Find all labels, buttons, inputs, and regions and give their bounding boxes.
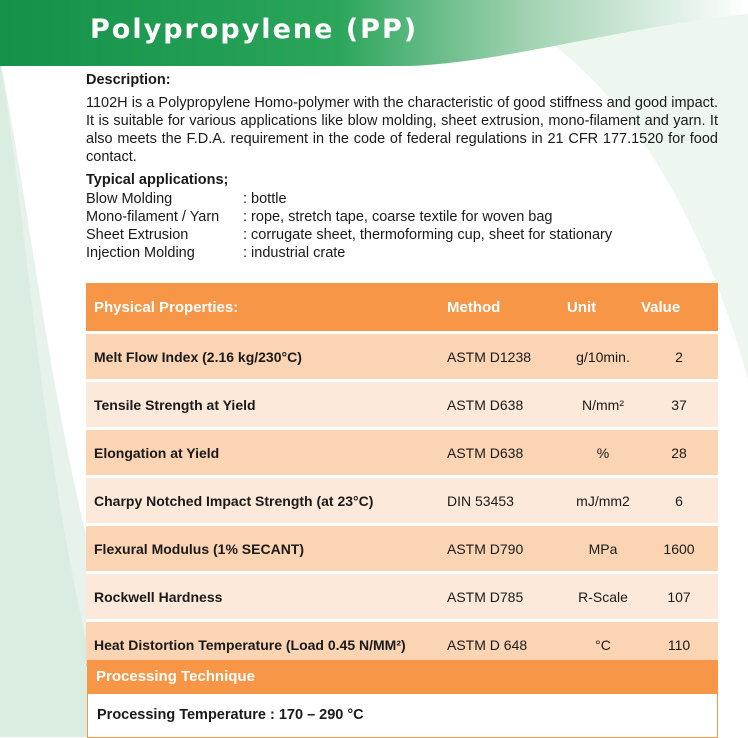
applications-list — [86, 190, 718, 262]
header-unit: Unit — [566, 283, 640, 333]
header-value: Value — [640, 283, 718, 333]
application-value: : industrial crate — [243, 245, 346, 261]
properties-table — [86, 283, 718, 670]
property-value: 37 — [640, 381, 718, 429]
property-name: Rockwell Hardness — [86, 573, 439, 621]
application-name: Mono-filament / Yarn — [86, 209, 220, 225]
property-value: 6 — [640, 477, 718, 525]
applications-heading: Typical applications; — [86, 172, 229, 188]
application-name: Sheet Extrusion — [86, 227, 189, 243]
property-unit: MPa — [566, 525, 640, 573]
description-heading: Description: — [86, 72, 171, 88]
property-value: 28 — [640, 429, 718, 477]
property-name: Flexural Modulus (1% SECANT) — [86, 525, 439, 573]
property-unit: N/mm² — [566, 381, 640, 429]
property-name: Heat Distortion Temperature (Load 0.45 N/MM²) — [86, 621, 439, 669]
property-method: ASTM D 648 — [439, 621, 566, 669]
list-item — [86, 190, 718, 208]
property-unit: mJ/mm2 — [566, 477, 640, 525]
property-unit: R-Scale — [566, 573, 640, 621]
processing-temperature: Processing Temperature : 170 – 290 °C — [87, 694, 718, 738]
property-name: Melt Flow Index (2.16 kg/230°C) — [86, 333, 439, 381]
page-title: Polypropylene (PP) — [90, 14, 419, 45]
property-value: 110 — [640, 621, 718, 669]
table-row — [86, 573, 718, 621]
application-name: Blow Molding — [86, 191, 173, 207]
property-method: ASTM D638 — [439, 429, 566, 477]
property-unit: °C — [566, 621, 640, 669]
processing-heading: Processing Technique — [87, 660, 718, 694]
header-method: Method — [439, 283, 566, 333]
application-value: : rope, stretch tape, coarse textile for woven bag — [243, 209, 553, 225]
table-row — [86, 525, 718, 573]
application-value: : bottle — [243, 191, 287, 207]
header-property: Physical Properties: — [86, 283, 439, 333]
description-section — [86, 72, 718, 262]
list-item — [86, 208, 718, 226]
table-row — [86, 381, 718, 429]
processing-section — [87, 660, 718, 738]
property-unit: g/10min. — [566, 333, 640, 381]
table-row — [86, 477, 718, 525]
property-method: ASTM D1238 — [439, 333, 566, 381]
property-name: Elongation at Yield — [86, 429, 439, 477]
property-unit: % — [566, 429, 640, 477]
list-item — [86, 244, 718, 262]
application-value: : corrugate sheet, thermoforming cup, sheet for stationary — [243, 227, 613, 243]
property-value: 1600 — [640, 525, 718, 573]
property-method: ASTM D785 — [439, 573, 566, 621]
property-value: 2 — [640, 333, 718, 381]
property-method: ASTM D790 — [439, 525, 566, 573]
table-row — [86, 429, 718, 477]
list-item — [86, 226, 718, 244]
property-method: DIN 53453 — [439, 477, 566, 525]
property-value: 107 — [640, 573, 718, 621]
table-header-row — [86, 283, 718, 333]
description-text: 1102H is a Polypropylene Homo-polymer with the characteristic of good stiffness and good impact. It is suitable for various applications like blow molding, sheet extrusion, mono-filament and yarn. It also meets the F.D.A. requirement in the code of federal regulations in 21 CFR 177.1520 for food contact. — [86, 95, 718, 165]
property-name: Tensile Strength at Yield — [86, 381, 439, 429]
table-row — [86, 333, 718, 381]
property-method: ASTM D638 — [439, 381, 566, 429]
application-name: Injection Molding — [86, 245, 195, 261]
property-name: Charpy Notched Impact Strength (at 23°C) — [86, 477, 439, 525]
